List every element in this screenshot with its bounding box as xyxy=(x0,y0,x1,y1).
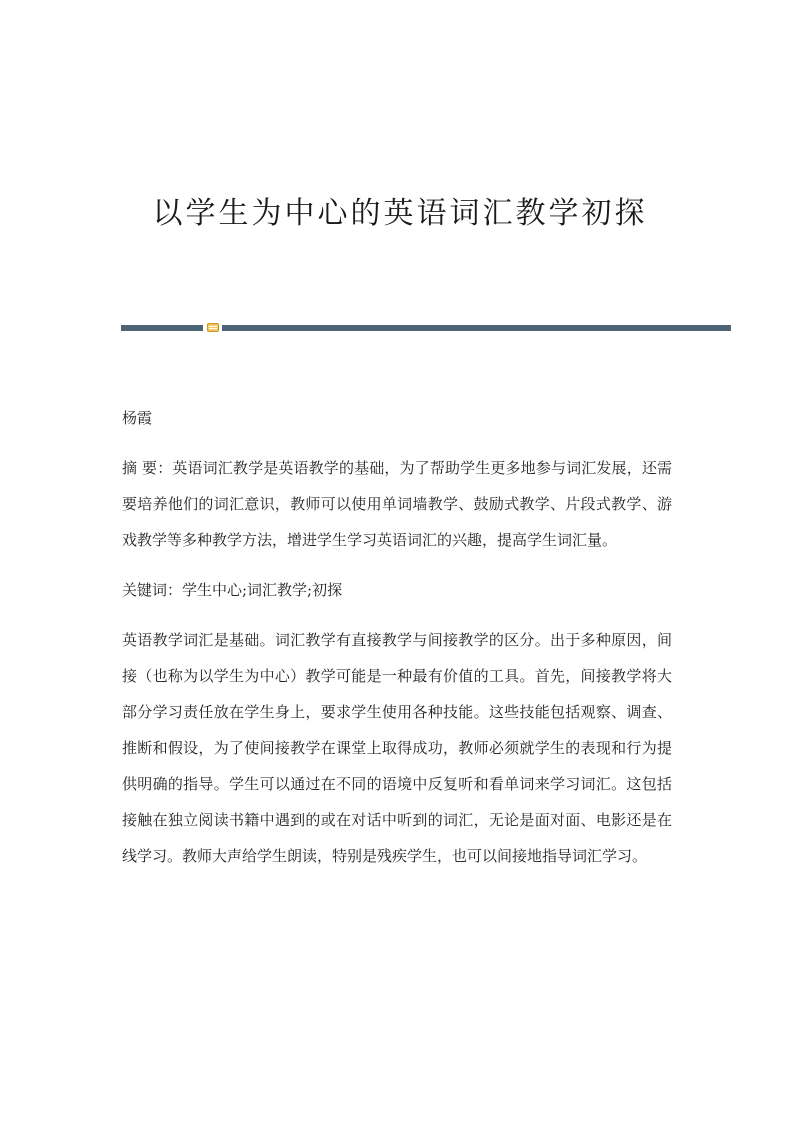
author-name: 杨霞 xyxy=(122,409,153,427)
divider-badge-icon xyxy=(207,323,219,332)
document-body xyxy=(122,400,672,874)
divider-bar-left xyxy=(121,325,203,331)
title-divider xyxy=(121,325,731,333)
body-paragraph: 英语教学词汇是基础。词汇教学有直接教学与间接教学的区分。出于多种原因，间接（也称为以学生为中心）教学可能是一种最有价值的工具。首先，间接教学将大部分学习责任放在学生身上，要求学生使用各种技能。这些技能包括观察、调查、推断和假设，为了使间接教学在课堂上取得成功，教师必须就学生的表现和行为提供明确的指导。学生可以通过在不同的语境中反复听和看单词来学习词汇。这包括接触在独立阅读书籍中遇到的或在对话中听到的词汇，无论是面对面、电影还是在线学习。教师大声给学生朗读，特别是残疾学生，也可以间接地指导词汇学习。 xyxy=(122,631,672,865)
abstract-paragraph: 摘 要：英语词汇教学是英语教学的基础，为了帮助学生更多地参与词汇发展，还需要培养他们的词汇意识，教师可以使用单词墙教学、鼓励式教学、片段式教学、游戏教学等多种教学方法，增进学生学习英语词汇的兴趣，提高学生词汇量。 xyxy=(122,459,672,549)
keywords-line: 关键词：学生中心;词汇教学;初探 xyxy=(122,581,343,599)
document-title: 以学生为中心的英语词汇教学初探 xyxy=(152,196,648,231)
divider-bar-right xyxy=(222,325,731,331)
